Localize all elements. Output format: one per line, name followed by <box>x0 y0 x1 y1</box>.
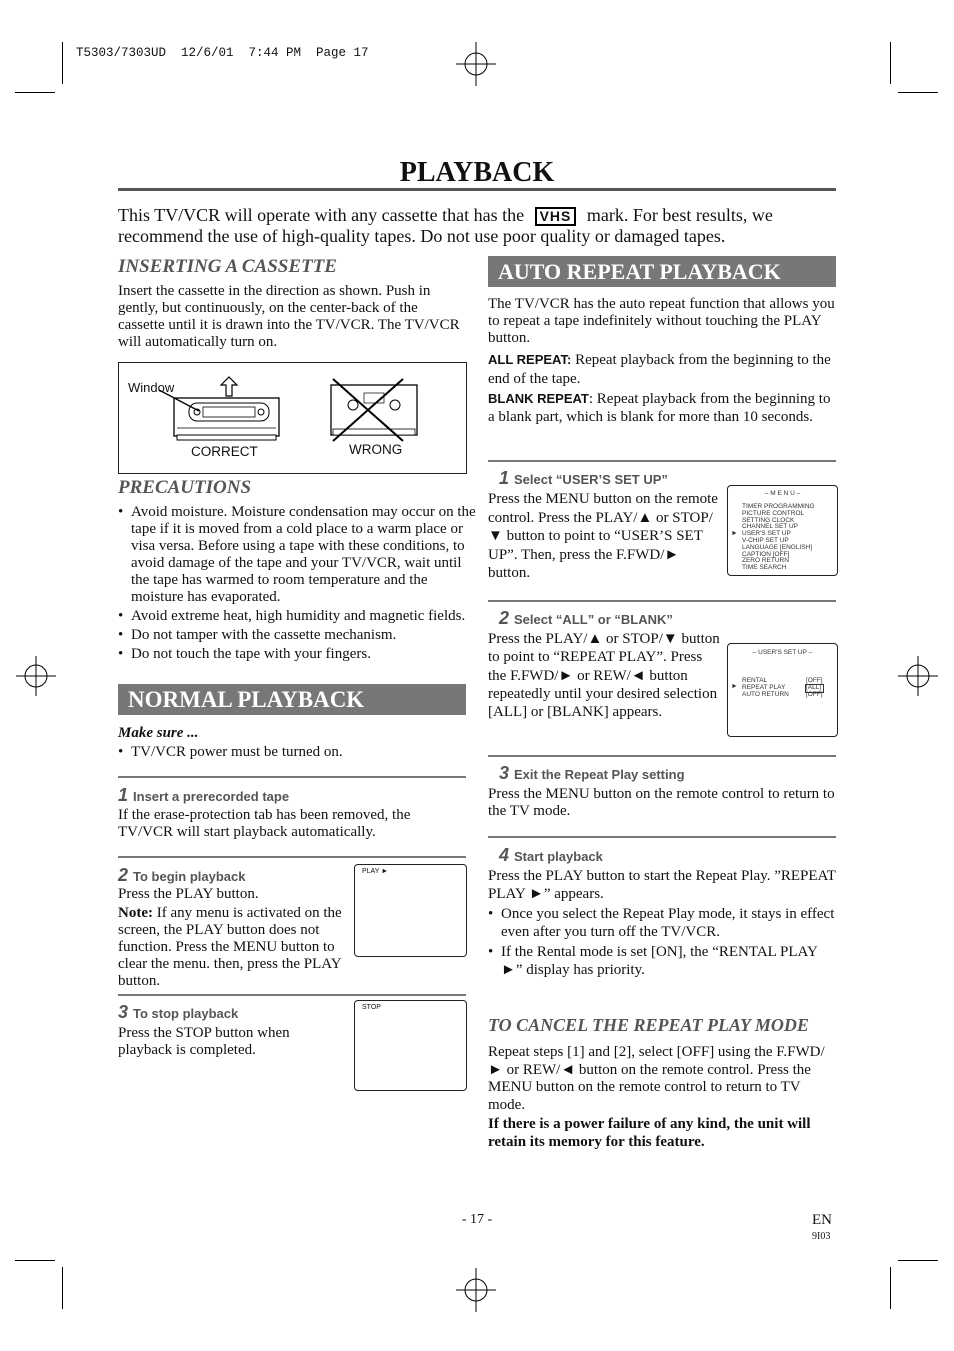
normal-step-2-text <box>118 886 348 990</box>
auto-step-2-text: Press the PLAY/▲ or STOP/▼ button to point to “REPEAT PLAY”. Press the F.FWD/► or REW/◄ button repeatedly until your desired selection [ALL] or [BLANK] appears. <box>488 631 720 721</box>
step-title: Select “USER’S SET UP” <box>514 472 668 487</box>
note-text: If any menu is activated on the screen, the PLAY button does not function. Press the MENU button to clear the menu. then, press the PLAY button. <box>118 905 342 989</box>
step-number: 2 <box>118 865 129 885</box>
step-title: To begin playback <box>133 869 246 884</box>
auto-step-4-list <box>488 905 837 979</box>
stop-screen <box>354 1000 467 1091</box>
setup-value: [OFF] <box>806 690 823 698</box>
all-repeat-text: Repeat playback from the beginning to the end of the tape. <box>488 352 831 387</box>
crop-mark <box>15 1260 55 1261</box>
precaution-item: • Avoid moisture. Moisture condensation may occur on the tape if it is moved from a cold place to a warm place or visa versa. Before using a tape with these conditions, to avoid damage of the tape and your TV/VCR, wait until the tape has warmed to room temperature and the moisture has evaporated. <box>131 504 476 606</box>
make-sure-list <box>118 744 476 761</box>
step-rule <box>118 776 466 778</box>
step-title: Exit the Repeat Play setting <box>514 767 685 782</box>
auto-step-1-text: Press the MENU button on the remote control. Press the PLAY/▲ or STOP/▼ button to point to “USER’S SET UP”. Then, press the F.FWD/► button. <box>488 491 718 581</box>
step-number: 3 <box>499 763 510 783</box>
step-rule <box>488 836 836 838</box>
page-title: PLAYBACK <box>399 157 555 188</box>
crop-mark <box>898 92 938 93</box>
precautions-heading: PRECAUTIONS <box>118 477 252 498</box>
menu-item: USER'S SET UP <box>742 530 791 538</box>
repeat-note-item: • Once you select the Repeat Play mode, it stays in effect even after you turn off the TV/VCR. <box>501 905 837 941</box>
crop-mark <box>62 1267 63 1309</box>
blank-repeat-label: BLANK REPEAT <box>488 391 589 406</box>
menu-item: CHANNEL SET UP <box>742 523 798 531</box>
step-rule <box>118 856 466 858</box>
menu-item: V-CHIP SET UP <box>742 536 789 544</box>
step-number: 1 <box>499 468 510 488</box>
auto-step-4-text: Press the PLAY button to start the Repeat Play. ”REPEAT PLAY ►” appears. <box>488 868 836 902</box>
users-setup-values <box>806 678 823 698</box>
registration-mark-bottom <box>450 1268 502 1312</box>
registration-mark-left <box>14 654 58 698</box>
users-setup-screen <box>727 643 838 737</box>
normal-step-3-heading <box>118 1002 238 1023</box>
all-repeat-paragraph <box>488 350 836 389</box>
crop-mark <box>898 1260 938 1261</box>
auto-repeat-heading: AUTO REPEAT PLAYBACK <box>488 256 836 287</box>
inserting-heading: INSERTING A CASSETTE <box>118 256 337 277</box>
menu-item: TIMER PROGRAMMING <box>742 503 815 510</box>
correct-label: CORRECT <box>191 444 258 459</box>
page-number: - 17 - <box>461 1212 493 1227</box>
auto-step-1-heading <box>499 468 668 489</box>
step-number: 1 <box>118 785 129 805</box>
cassette-figure <box>118 362 467 474</box>
step-text: Press the PLAY button. <box>118 886 259 902</box>
auto-step-4-heading <box>499 845 603 866</box>
menu-item: PICTURE CONTROL <box>742 509 805 517</box>
menu-screen <box>727 485 838 576</box>
screen-play-text: PLAY ► <box>362 868 389 875</box>
make-sure-item: • TV/VCR power must be turned on. <box>131 744 476 761</box>
menu-item: TIME SEARCH <box>742 564 787 572</box>
precautions-list <box>118 504 476 663</box>
print-header: T5303/7303UD 12/6/01 7:44 PM Page 17 <box>76 46 369 60</box>
screen-stop-text: STOP <box>362 1004 381 1011</box>
intro-paragraph <box>118 205 836 246</box>
menu-item: SETTING CLOCK <box>742 516 795 524</box>
cancel-bold-note: If there is a power failure of any kind, the unit will retain its memory for this feature. <box>488 1116 811 1150</box>
window-label: Window <box>128 380 175 395</box>
menu-title: – M E N U – <box>764 490 801 497</box>
setup-value-selected: [ALL] <box>806 683 822 691</box>
menu-item: ZERO RETURN <box>742 557 789 565</box>
cancel-text: Repeat steps [1] and [2], select [OFF] using the F.FWD/► or REW/◄ button on the remote control. Press the MENU button on the remote control to return to TV mode. <box>488 1044 825 1113</box>
crop-mark <box>62 42 63 84</box>
crop-mark <box>15 92 55 93</box>
auto-step-3-text: Press the MENU button on the remote control to return to the TV mode. <box>488 786 835 819</box>
blank-repeat-paragraph <box>488 390 836 426</box>
step-rule <box>118 994 466 996</box>
language-code: EN <box>812 1212 832 1228</box>
step-title: Start playback <box>514 849 603 864</box>
step-rule <box>488 460 836 462</box>
menu-list <box>742 504 815 572</box>
document-code: 9I03 <box>812 1231 831 1242</box>
users-setup-cursor: ► <box>731 683 738 690</box>
step-title: Select “ALL” or “BLANK” <box>514 612 673 627</box>
normal-step-3-text: Press the STOP button when playback is completed. <box>118 1025 290 1058</box>
precaution-item: • Do not tamper with the cassette mechanism. <box>131 627 476 644</box>
auto-repeat-intro: The TV/VCR has the auto repeat function that allows you to repeat a tape indefinitely without touching the PLAY button. <box>488 296 835 346</box>
step-number: 3 <box>118 1002 129 1022</box>
step-number: 2 <box>499 608 510 628</box>
intro-text-start: This TV/VCR will operate with any cassette that has the <box>118 205 525 225</box>
step-rule <box>488 600 836 602</box>
step-title: Insert a prerecorded tape <box>133 789 290 804</box>
crop-mark <box>890 1267 891 1309</box>
crop-mark <box>890 42 891 84</box>
setup-item: AUTO RETURN <box>742 690 789 698</box>
auto-step-2-heading <box>499 608 673 629</box>
normal-step-1-heading <box>118 785 289 806</box>
auto-step-3-heading <box>499 763 685 784</box>
precaution-item: • Avoid extreme heat, high humidity and magnetic fields. <box>131 608 476 625</box>
note-label: Note: <box>118 905 153 921</box>
wrong-label: WRONG <box>349 442 403 457</box>
normal-step-2-heading <box>118 865 245 886</box>
menu-item: CAPTION [OFF] <box>742 550 790 558</box>
blank-repeat-text: : Repeat playback from the beginning to a blank part, which is blank for more than 10 seconds. <box>488 391 831 425</box>
make-sure-label: Make sure ... <box>118 725 199 741</box>
menu-cursor: ► <box>731 530 738 537</box>
setup-value: [OFF] <box>806 677 823 684</box>
repeat-note-item: • If the Rental mode is set [ON], the “RENTAL PLAY ►” display has priority. <box>501 943 837 979</box>
registration-mark-top <box>450 42 502 86</box>
users-setup-list <box>742 678 789 698</box>
setup-item: RENTAL <box>742 677 768 684</box>
normal-step-1-text: If the erase-protection tab has been removed, the TV/VCR will start playback automatically. <box>118 807 411 840</box>
play-screen <box>354 864 467 957</box>
users-setup-title: – USER'S SET UP – <box>752 649 813 656</box>
precaution-item: • Do not touch the tape with your fingers. <box>131 646 476 663</box>
setup-item: REPEAT PLAY <box>742 683 786 691</box>
step-rule <box>488 755 836 757</box>
normal-playback-heading: NORMAL PLAYBACK <box>118 684 466 715</box>
intro-text-end: mark. For best results, we recommend the use of high-quality tapes. Do not use poor quality or damaged tapes. <box>118 205 773 246</box>
inserting-text: Insert the cassette in the direction as shown. Push in gently, but continuously, on the center-back of the cassette until it is drawn into the TV/VCR. The TV/VCR will automatically turn on. <box>118 283 460 350</box>
cancel-heading: TO CANCEL THE REPEAT PLAY MODE <box>488 1015 809 1035</box>
step-number: 4 <box>499 845 510 865</box>
step-title: To stop playback <box>133 1006 239 1021</box>
registration-mark-right <box>896 654 940 698</box>
vhs-logo: VHS <box>535 207 577 226</box>
menu-item: LANGUAGE [ENGLISH] <box>742 543 813 551</box>
all-repeat-label: ALL REPEAT: <box>488 352 572 367</box>
title-rule <box>118 188 836 191</box>
